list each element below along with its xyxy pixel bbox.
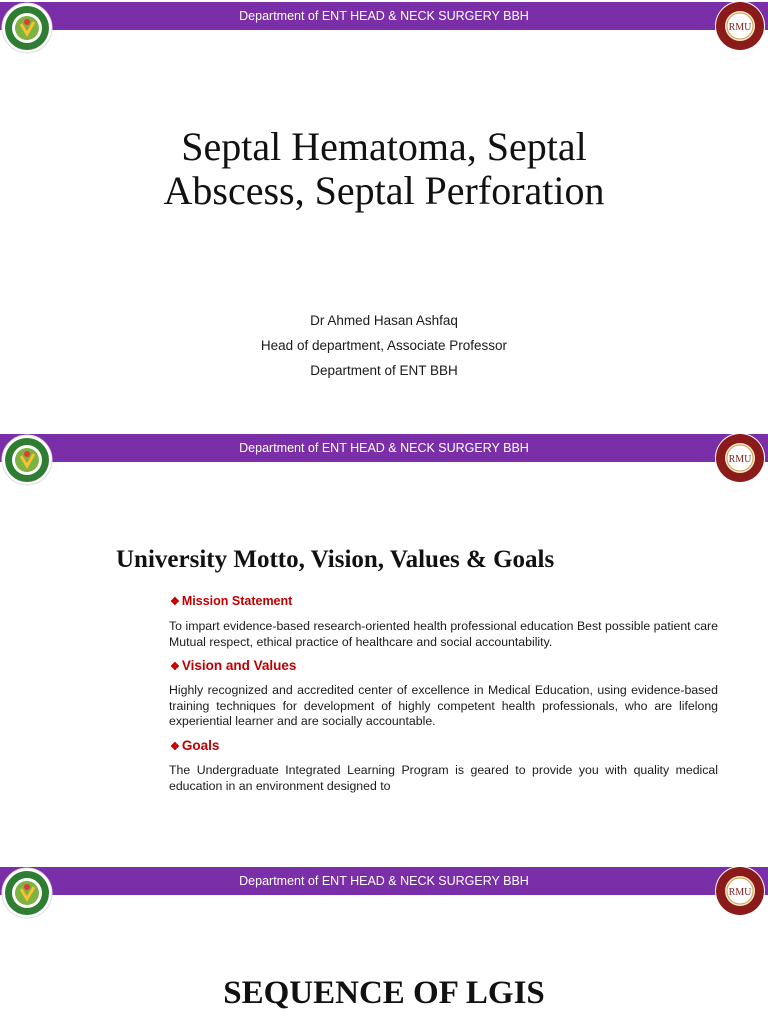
presenter-department: Department of ENT BBH — [310, 363, 458, 378]
rmu-logo-icon — [714, 865, 766, 917]
presenter-role: Head of department, Associate Professor — [260, 338, 508, 353]
ent-department-logo-icon — [1, 2, 53, 54]
slide-sequence — [0, 865, 768, 1024]
department-header-text: Department of ENT HEAD & NECK SURGERY BBH — [239, 441, 529, 455]
slide-heading: University Motto, Vision, Values & Goals — [116, 546, 555, 573]
rmu-logo-icon — [714, 0, 766, 52]
diamond-bullet-icon: ❖ — [170, 596, 180, 608]
presenter-name: Dr Ahmed Hasan Ashfaq — [310, 313, 458, 328]
presentation-title — [60, 125, 708, 213]
department-header-bar — [0, 434, 768, 462]
department-header-bar — [0, 2, 768, 30]
slide-university-motto — [0, 432, 768, 865]
slide-title — [0, 0, 768, 432]
svg-text:RMU: RMU — [728, 887, 752, 898]
department-header-text: Department of ENT HEAD & NECK SURGERY BBH — [239, 874, 529, 888]
diamond-bullet-icon: ❖ — [170, 661, 180, 673]
mission-heading-label: Mission Statement — [181, 594, 293, 608]
goals-text: The Undergraduate Integrated Learning Program is geared to provide you with quality medical education in an environment designed to — [169, 763, 718, 793]
vision-heading-label: Vision and Values — [181, 658, 297, 673]
vision-text: Highly recognized and accredited center of excellence in Medical Education, using evidence-based training techniques for development of highly competent health professionals, who are lifelong experiential learner and are socially accountable. — [169, 683, 718, 729]
svg-text:RMU: RMU — [728, 454, 752, 465]
vision-heading — [170, 658, 296, 673]
svg-text:RMU: RMU — [728, 22, 752, 33]
title-line-1: Septal Hematoma, Septal — [181, 124, 587, 169]
ent-department-logo-icon — [1, 867, 53, 919]
goals-heading — [170, 738, 219, 753]
title-line-2: Abscess, Septal Perforation — [163, 168, 605, 213]
mission-text: To impart evidence-based research-oriented health professional education Best possible patient care Mutual respect, ethical practice of healthcare and social accountability. — [169, 619, 718, 649]
ent-department-logo-icon — [1, 434, 53, 486]
department-header-text: Department of ENT HEAD & NECK SURGERY BBH — [239, 9, 529, 23]
department-header-bar — [0, 867, 768, 895]
slide-heading: SEQUENCE OF LGIS — [223, 975, 545, 1011]
diamond-bullet-icon: ❖ — [170, 741, 180, 753]
goals-heading-label: Goals — [181, 738, 220, 753]
mission-heading — [170, 594, 292, 608]
rmu-logo-icon — [714, 432, 766, 484]
